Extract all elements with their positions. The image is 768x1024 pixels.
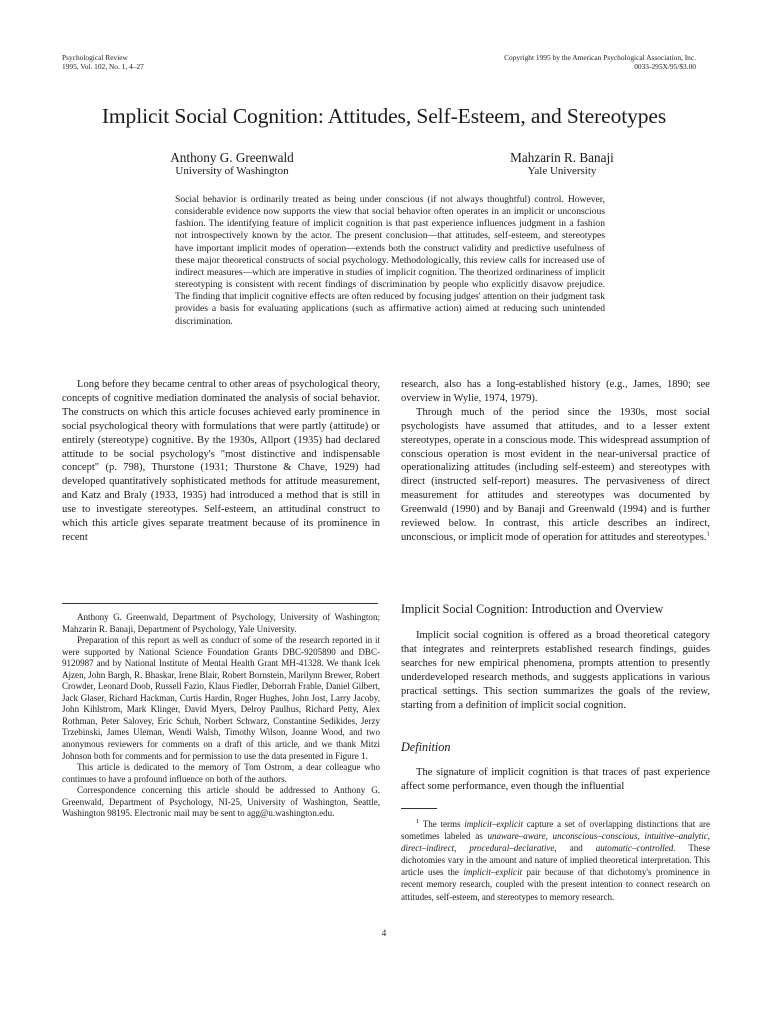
subsection-heading: Definition [401,740,451,754]
footnote-divider [401,808,437,809]
issn-code: 0033-295X/95/$3.00 [634,62,696,71]
journal-name: Psychological Review [62,53,128,62]
author-name: Anthony G. Greenwald [170,150,294,165]
footnote-marker: 1 [416,817,420,825]
body-text: Through much of the period since the 1930s, most social psychologists have assumed that attitudes, and to a lesser extent stereotypes, operate in a conscious mode. This widespread assumption of conscious operation is most evident in the near-universal practice of operationalizing attitudes (including self-esteem) and stereotypes with direct (instructed self-report) measures. The pervasiveness of direct measurement for attitudes and stereotypes was documented by Greenwald (1990) and by Banaji and Greenwald (1994) and is further reviewed below. In contrast, this article describes an indirect, unconscious, or implicit mode of operation for attitudes and stereotypes. [401,406,710,543]
body-column-right [401,378,710,545]
body-paragraph: Long before they became central to other areas of psychological theory, concepts of cognitive mediation dominated the analysis of social behavior. The constructs on which this article focuses achieved early prominence in social psychological theory with formulations that were partly (attitude) or entirely (stereotype) cognitive. By the 1930s, Allport (1935) had declared attitude to be social psychology's "most distinctive and indispensable concept" (p. 798), Thurstone (1931; Thurstone & Chave, 1929) had developed quantitatively sophisticated methods for attitude measurement, and Katz and Braly (1933, 1935) had introduced a method that is still in use to investigate stereotypes. Self-esteem, an attitudinal construct to which this article gives separate treatment because of its prominence in recent [62,379,380,543]
footnote-text: These dichotomies vary in the amount and nature of implied theoretical interpretation. This article uses the [401,843,711,878]
footnote-italic: unaware–aware, unconscious–conscious, intuitive–analytic, direct–indirect, procedural–declarative, [401,831,711,854]
footnote-correspondence: Correspondence concerning this article should be addressed to Anthony G. Greenwald, Department of Psychology, NI-25, University of Washington, Seattle, Washington 98195. Electronic mail may be sent to agg@u.washington.edu. [62,785,380,819]
footnote-divider [62,603,378,604]
footnote-italic: implicit–explicit [464,819,524,829]
body-paragraph [401,406,710,545]
abstract: Social behavior is ordinarily treated as being under conscious (if not always thoughtful) control. However, considerable evidence now supports the view that social behavior often operates in an implicit or unconscious fashion. The identifying feature of implicit cognition is that past experience influences judgment in a fashion not introspectively known by the actor. The present conclusion—that attitudes, self-esteem, and stereotypes have important implicit modes of operation—extends both the construct validity and predictive usefulness of these major theoretical constructs of social psychology. Methodologically, this review calls for increased use of indirect measures—which are imperative in studies of implicit cognition. The theorized ordinariness of implicit stereotyping is consistent with recent findings of discrimination by people who explicitly disavow prejudice. The finding that implicit cognitive effects are often reduced by focusing judges' attention on their judgment task provides a basis for evaluating applications (such as affirmative action) aimed at reducing such unintended discrimination. [175,194,605,327]
author-affiliation: University of Washington [175,165,289,177]
copyright-line: Copyright 1995 by the American Psychological Association, Inc. [504,53,696,62]
footnote-text: and [556,843,596,854]
author-affiliation: Yale University [527,165,597,177]
footnote-1 [401,818,710,903]
subsection-paragraph: The signature of implicit cognition is that traces of past experience affect some performance, even though the influential [401,767,710,792]
footnote-italic: implicit–explicit [463,867,523,878]
author-block [142,150,322,178]
footnote-acknowledgments: Preparation of this report as well as conduct of some of the research reported in it were supported by National Science Foundation Grants DBC-9205890 and DBC-9120987 and by National Institute of Mental Health Grant MH-41328. We thank Icek Ajzen, John Bargh, R. Bhaskar, Irene Blair, Robert Bornstein, Marilynn Brewer, Robert Crowder, Leonard Doob, Russell Fazio, Klaus Fiedler, Deborrah Frable, Daniel Gilbert, Jack Glaser, Richard Hackman, Curtis Hardin, Roger Hughes, John Jost, Larry Jacoby, John Kihlstrom, Mark Klinger, David Myers, Delroy Paulhus, Richard Petty, Alex Rothman, Peter Salovey, Eric Schuh, Norbert Schwarz, Constantine Sedikides, Jerzy Trzebinski, James Uleman, Wendi Walsh, Timothy Wilson, Joanne Wood, and two anonymous reviewers for comments on a draft of this article, and we thank Mitzi Johnson both for comments and for permission to use the data presented in Figure 1. [62,635,380,761]
footnote-text: capture a set of overlapping distinctions that are sometimes labeled as [401,819,710,842]
page-number: 4 [381,928,387,938]
body-paragraph: research, also has a long-established history (e.g., James, 1890; see overview in Wylie, 1974, 1979). [401,379,710,404]
footnote-text: pair because of that dichotomy's prominence in recent memory research, coupled with the present intention to connect research on attitudes, self-esteem, and stereotypes to memory research. [401,867,710,902]
author-block [462,150,662,178]
author-notes [62,612,380,820]
section-paragraph: Implicit social cognition is offered as a broad theoretical category that integrates and reinterprets established research findings, guides searches for new empirical phenomena, prompts attention to presently underdeveloped research methods, and suggests applications in various practical settings. This section summarizes the goals of the review, starting from a definition of implicit social cognition. [401,630,710,711]
journal-header [62,53,144,71]
section-heading: Implicit Social Cognition: Introduction and Overview [401,602,664,616]
footnote-italic: automatic–controlled. [595,843,676,854]
article-title: Implicit Social Cognition: Attitudes, Self-Esteem, and Stereotypes [101,104,667,128]
footnote-dedication: This article is dedicated to the memory of Tom Ostrom, a dear colleague who continues to have a profound influence on both of the authors. [62,762,380,784]
author-name: Mahzarin R. Banaji [510,150,614,165]
copyright-header [504,53,696,71]
body-column-left [62,378,380,545]
footnote-text: The terms [419,819,465,829]
footnote-marker: 1 [706,530,710,538]
volume-info: 1995, Vol. 102, No. 1, 4–27 [62,62,144,71]
footnote-affiliations: Anthony G. Greenwald, Department of Psychology, University of Washington; Mahzarin R. Banaji, Department of Psychology, Yale University. [62,612,380,634]
